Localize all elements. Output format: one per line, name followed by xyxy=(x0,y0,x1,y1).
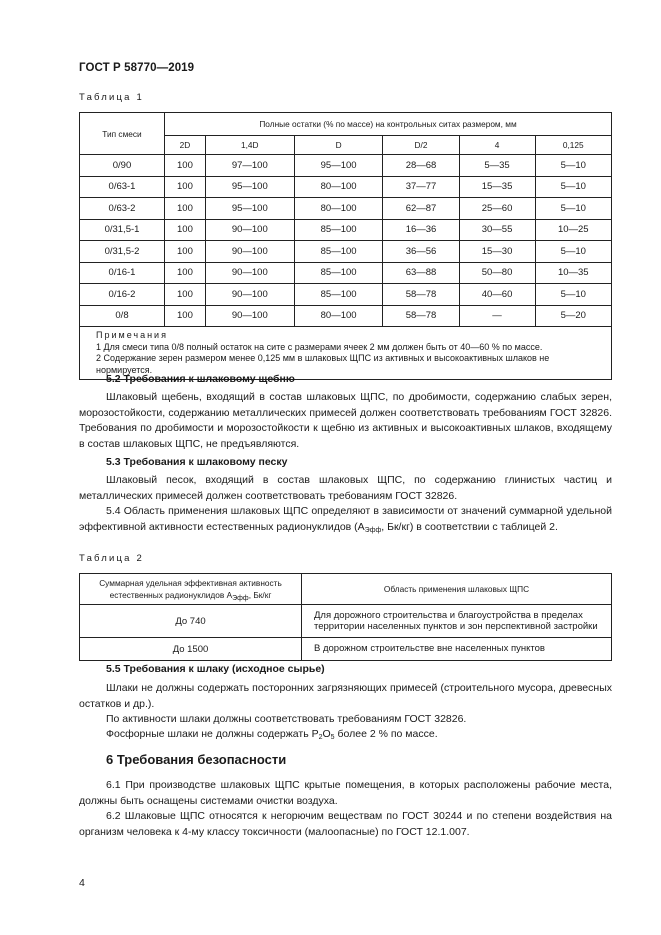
table2-row xyxy=(80,638,612,661)
table1-value-cell: 80—100 xyxy=(294,176,383,198)
table1-col-mix-type-header: Тип смеси xyxy=(80,113,165,155)
table1-value-cell: 100 xyxy=(165,241,206,263)
table1-row xyxy=(80,198,612,220)
section-5-5-paragraph-1: Шлаки не должны содержать посторонних загрязняющих примесей (строительного мусора, древесных остатков и др.). xyxy=(79,682,612,710)
table1-value-cell: 100 xyxy=(165,284,206,306)
table1-value-cell: 50—80 xyxy=(459,262,535,284)
table1-value-cell: 10—35 xyxy=(535,262,611,284)
table1-value-cell: 80—100 xyxy=(294,198,383,220)
table1-value-cell: 100 xyxy=(165,262,206,284)
table1-row xyxy=(80,155,612,177)
table1-value-cell: 100 xyxy=(165,198,206,220)
section-5-4-text-b: , Бк/кг) в соответствии с таблицей 2. xyxy=(381,520,558,533)
table1-value-cell: 36—56 xyxy=(383,241,459,263)
table1-sieve-header: 1,4D xyxy=(205,136,294,155)
table1-notes-title: Примечания xyxy=(96,330,168,340)
table1-row xyxy=(80,262,612,284)
table1-notes xyxy=(80,327,612,380)
section-5-2-title: 5.2 Требования к шлаковому щебню xyxy=(106,373,295,385)
table1-value-cell: 90—100 xyxy=(205,219,294,241)
table1-value-cell: 5—10 xyxy=(535,176,611,198)
table1-value-cell: 5—10 xyxy=(535,155,611,177)
table1-mix-type-cell: 0/31,5-1 xyxy=(80,219,165,241)
table1-value-cell: 5—10 xyxy=(535,241,611,263)
table1-value-cell: 85—100 xyxy=(294,219,383,241)
table1-sieve-header: 2D xyxy=(165,136,206,155)
table1-group-header: Полные остатки (% по массе) на контрольных ситах размером, мм xyxy=(165,113,612,136)
table1-value-cell: 90—100 xyxy=(205,284,294,306)
table1-sieve-header: 0,125 xyxy=(535,136,611,155)
table1-row xyxy=(80,305,612,327)
table1-value-cell: 85—100 xyxy=(294,262,383,284)
section-5-4-paragraph xyxy=(79,504,612,535)
table1-value-cell: 58—78 xyxy=(383,305,459,327)
table1-mix-type-cell: 0/16-2 xyxy=(80,284,165,306)
section-5-4-subscript: Эфф xyxy=(364,526,382,534)
table1-value-cell: — xyxy=(459,305,535,327)
table1-value-cell: 100 xyxy=(165,305,206,327)
table2-activity-cell: До 740 xyxy=(80,605,302,638)
table2 xyxy=(79,573,612,661)
table1-value-cell: 85—100 xyxy=(294,284,383,306)
table1-mix-type-cell: 0/8 xyxy=(80,305,165,327)
table1-value-cell: 90—100 xyxy=(205,241,294,263)
table2-caption: Таблица 2 xyxy=(79,553,144,564)
table1-value-cell: 5—35 xyxy=(459,155,535,177)
table1-note-2: 2 Содержание зерен размером менее 0,125 мм в шлаковых ЩПС из активных и высокоактивных шлаков не нормируется. xyxy=(96,353,550,375)
section-5-4-text-a: 5.4 Область применения шлаковых ЩПС определяют в зависимости от значений суммарной удельной эффективной активности естественных радионуклидов (А xyxy=(79,505,612,533)
table1-value-cell: 5—20 xyxy=(535,305,611,327)
table1-value-cell: 40—60 xyxy=(459,284,535,306)
section-5-5-paragraph-3: Фосфорные шлаки не должны содержать $Р_2О_5$ более 2 % по массе. xyxy=(106,728,438,741)
table1-value-cell: 95—100 xyxy=(294,155,383,177)
page-number: 4 xyxy=(79,877,85,889)
table1-row xyxy=(80,284,612,306)
section-6-title: 6 Требования безопасности xyxy=(106,752,287,767)
table1-value-cell: 85—100 xyxy=(294,241,383,263)
table1-value-cell: 37—77 xyxy=(383,176,459,198)
table1-value-cell: 100 xyxy=(165,155,206,177)
table1-value-cell: 25—60 xyxy=(459,198,535,220)
table1-value-cell: 16—36 xyxy=(383,219,459,241)
table2-activity-cell: До 1500 xyxy=(80,638,302,661)
table1-mix-type-cell: 0/16-1 xyxy=(80,262,165,284)
table1-value-cell: 5—10 xyxy=(535,284,611,306)
table1-value-cell: 62—87 xyxy=(383,198,459,220)
table1-value-cell: 5—10 xyxy=(535,198,611,220)
table1-value-cell: 58—78 xyxy=(383,284,459,306)
table1-value-cell: 90—100 xyxy=(205,262,294,284)
table1-note-1: 1 Для смеси типа 0/8 полный остаток на сите с размерами ячеек 2 мм должен быть от 40—60 % по массе. xyxy=(96,341,543,352)
table1-value-cell: 15—35 xyxy=(459,176,535,198)
document-header: ГОСТ Р 58770—2019 xyxy=(79,62,195,74)
table1-row xyxy=(80,176,612,198)
table1-value-cell: 80—100 xyxy=(294,305,383,327)
table1-mix-type-cell: 0/63-1 xyxy=(80,176,165,198)
table1-sieve-header: D xyxy=(294,136,383,155)
table1-mix-type-cell: 0/90 xyxy=(80,155,165,177)
table1-value-cell: 100 xyxy=(165,219,206,241)
section-5-3-title: 5.3 Требования к шлаковому песку xyxy=(106,456,288,468)
table1-value-cell: 28—68 xyxy=(383,155,459,177)
table1-sieve-header: D/2 xyxy=(383,136,459,155)
table1 xyxy=(79,112,612,380)
table1-row xyxy=(80,219,612,241)
table2-application-cell: Для дорожного строительства и благоустройства в пределах территории населенных пунктов и зон перспективной застройки xyxy=(302,605,612,638)
table1-value-cell: 95—100 xyxy=(205,176,294,198)
table1-value-cell: 100 xyxy=(165,176,206,198)
table2-row xyxy=(80,605,612,638)
section-5-5-title: 5.5 Требования к шлаку (исходное сырье) xyxy=(106,663,325,675)
table1-value-cell: 97—100 xyxy=(205,155,294,177)
section-5-5-paragraph-2: По активности шлаки должны соответствовать требованиям ГОСТ 32826. xyxy=(106,713,467,725)
section-5-2-paragraph: Шлаковый щебень, входящий в состав шлаковых ЩПС, по дробимости, содержанию слабых зерен, морозостойкости, содержанию металлических примесей должен соответствовать требованиям ГОСТ 32826. Требования по дробимости и морозостойкости к щебню из активных и высокоактивных шлаков, входящему в состав шлаковых ЩПС, не предъявляются. xyxy=(79,391,612,450)
table2-application-header: Область применения шлаковых ЩПС xyxy=(302,574,612,605)
table1-caption: Таблица 1 xyxy=(79,92,144,103)
table1-value-cell: 95—100 xyxy=(205,198,294,220)
table1-value-cell: 30—55 xyxy=(459,219,535,241)
section-6-1-paragraph: 6.1 При производстве шлаковых ЩПС крытые помещения, в которых расположены рабочие места, должны быть оснащены системами очистки воздуха. xyxy=(79,779,612,807)
table1-value-cell: 15—30 xyxy=(459,241,535,263)
section-5-3-paragraph: Шлаковый песок, входящий в состав шлаковых ЩПС, по содержанию глинистых частиц и металлических примесей должен соответствовать требованиям ГОСТ 32826. xyxy=(79,474,612,502)
table1-sieve-header: 4 xyxy=(459,136,535,155)
table2-activity-header: Суммарная удельная эффективная активность естественных радионуклидов $А_{Эфф}$, Бк/кг xyxy=(80,574,302,605)
table2-application-cell: В дорожном строительстве вне населенных пунктов xyxy=(302,638,612,661)
table1-mix-type-cell: 0/63-2 xyxy=(80,198,165,220)
table1-value-cell: 63—88 xyxy=(383,262,459,284)
table1-value-cell: 90—100 xyxy=(205,305,294,327)
table1-mix-type-cell: 0/31,5-2 xyxy=(80,241,165,263)
table1-row xyxy=(80,241,612,263)
table1-value-cell: 10—25 xyxy=(535,219,611,241)
section-6-2-paragraph: 6.2 Шлаковые ЩПС относятся к негорючим веществам по ГОСТ 30244 и по степени воздействия на организм человека к 4-му классу токсичности (малоопасные) по ГОСТ 12.1.007. xyxy=(79,810,612,838)
